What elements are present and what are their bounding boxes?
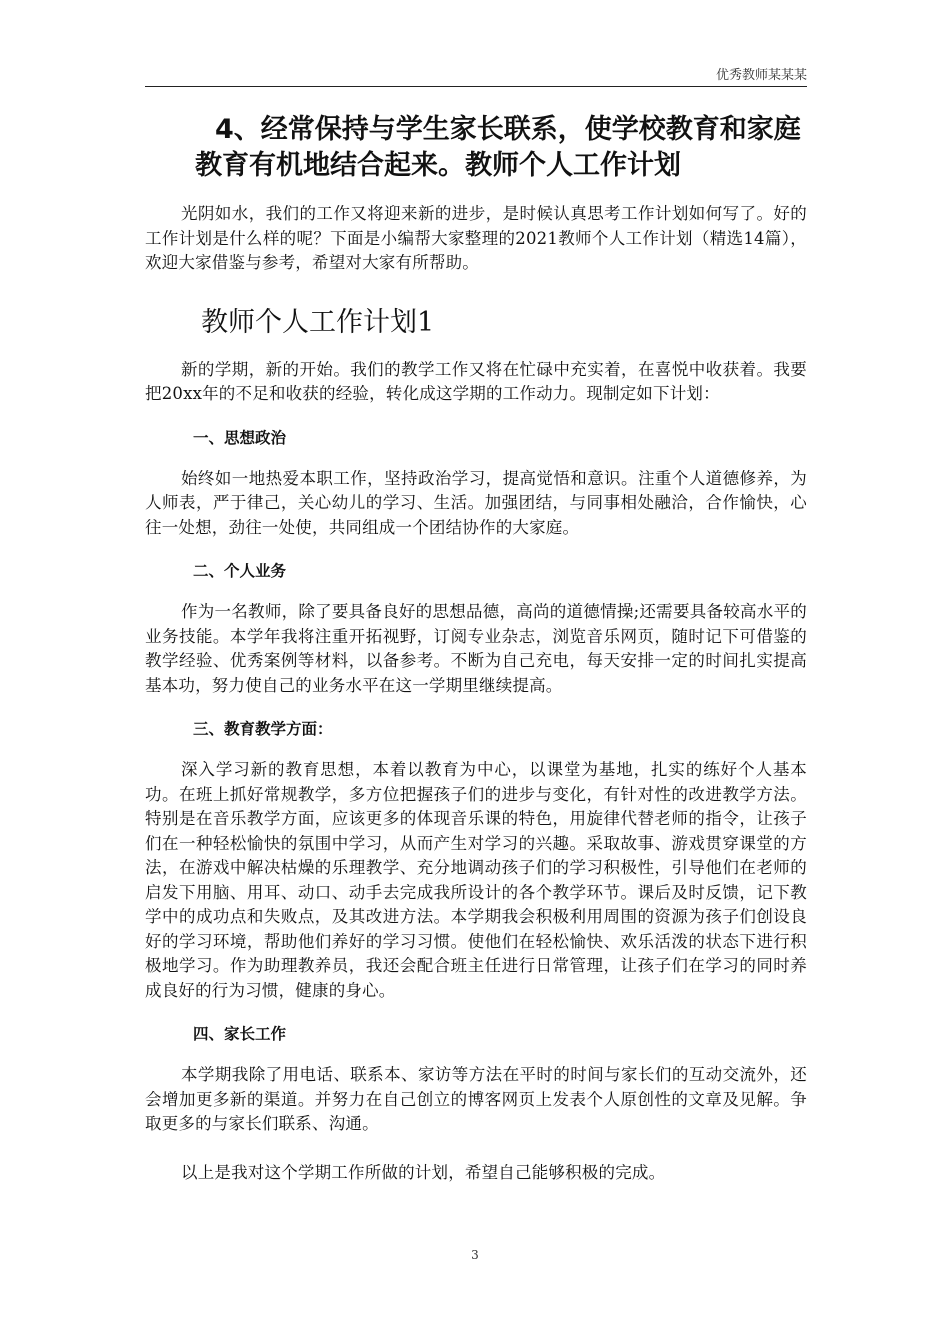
document-body bbox=[145, 202, 807, 1185]
paragraph-parents: 本学期我除了用电话、联系本、家访等方法在平时的时间与家长们的互动交流外，还会增加更多新的渠道。并努力在自己创立的博客网页上发表个人原创性的文章及见解。争取更多的与家长们联系、沟通。 bbox=[145, 1065, 807, 1133]
page-number: 3 bbox=[471, 1248, 479, 1262]
paragraph-personal-business: 作为一名教师，除了要具备良好的思想品德，高尚的道德情操;还需要具备较高水平的业务技能。本学年我将注重开拓视野，订阅专业杂志，浏览音乐网页，随时记下可借鉴的教学经验、优秀案例等材料，以备参考。不断为自己充电，每天安排一定的时间扎实提高基本功，努力使自己的业务水平在这一学期里继续提高。 bbox=[145, 602, 807, 695]
intro-paragraph: 光阴如水，我们的工作又将迎来新的进步，是时候认真思考工作计划如何写了。好的工作计划是什么样的呢？下面是小编帮大家整理的2021教师个人工作计划（精选14篇），欢迎大家借鉴与参考，希望对大家有所帮助。 bbox=[145, 204, 807, 272]
paragraph-teaching: 深入学习新的教育思想，本着以教育为中心，以课堂为基地，扎实的练好个人基本功。在班上抓好常规教学，多方位把握孩子们的进步与变化，有针对性的改进教学方法。特别是在音乐教学方面，应该更多的体现音乐课的特色，用旋律代替老师的指令，让孩子们在一种轻松愉快的氛围中学习，从而产生对学习的兴趣。采取故事、游戏贯穿课堂的方法，在游戏中解决枯燥的乐理教学、充分地调动孩子们的学习积极性，引导他们在老师的启发下用脑、用耳、动口、动手去完成我所设计的各个教学环节。课后及时反馈，记下教学中的成功点和失败点，及其改进方法。本学期我会积极利用周围的资源为孩子们创设良好的学习环境，帮助他们养好的学习习惯。使他们在轻松愉快、欢乐活泼的状态下进行积极地学习。作为助理教养员，我还会配合班主任进行日常管理，让孩子们在学习的同时养成良好的行为习惯，健康的身心。 bbox=[145, 760, 807, 1000]
heading-parents: 四、家长工作 bbox=[193, 1025, 287, 1043]
document-title: 4、经常保持与学生家长联系，使学校教育和家庭教育有机地结合起来。教师个人工作计划 bbox=[195, 114, 801, 181]
closing-paragraph: 以上是我对这个学期工作所做的计划，希望自己能够积极的完成。 bbox=[181, 1162, 666, 1182]
heading-politics: 一、思想政治 bbox=[193, 428, 287, 447]
paragraph-politics: 始终如一地热爱本职工作，坚持政治学习，提高觉悟和意识。注重个人道德修养，为人师表，严于律己，关心幼儿的学习、生活。加强团结，与同事相处融洽，合作愉快，心往一处想，劲往一处使，共同组成一个团结协作的大家庭。 bbox=[145, 468, 807, 537]
header-author: 优秀教师某某某 bbox=[715, 68, 807, 83]
spacer bbox=[145, 1137, 807, 1161]
heading-personal-business: 二、个人业务 bbox=[193, 562, 287, 580]
opening-paragraph: 新的学期，新的开始。我们的教学工作又将在忙碌中充实着，在喜悦中收获着。我要把20xx年的不足和收获的经验，转化成这学期的工作动力。现制定如下计划： bbox=[145, 359, 807, 403]
section-title: 教师个人工作计划1 bbox=[201, 306, 435, 338]
page-header bbox=[145, 62, 807, 87]
heading-teaching: 三、教育教学方面： bbox=[193, 720, 333, 738]
